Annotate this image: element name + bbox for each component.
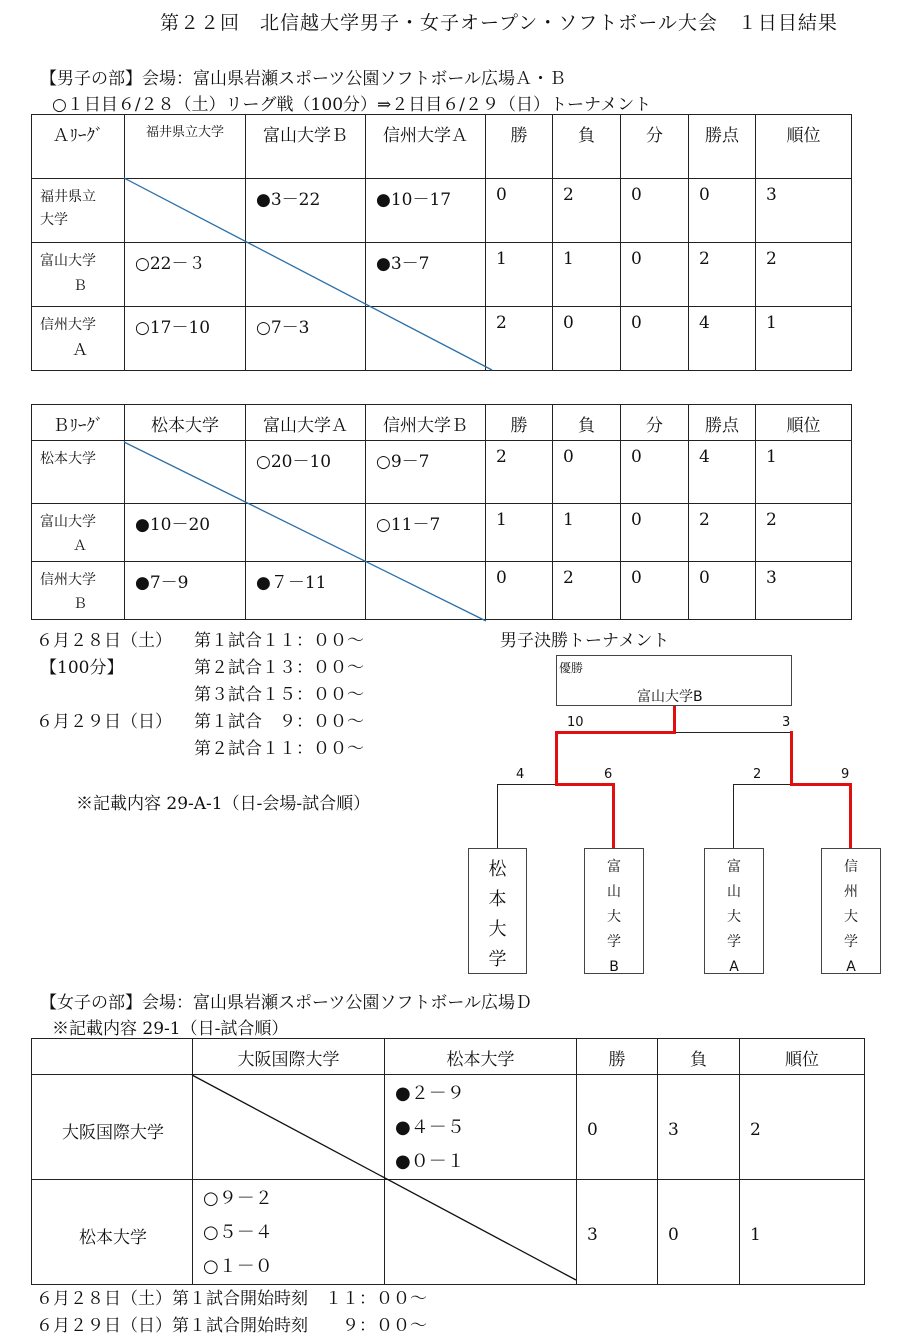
bracket-team-2: 富 山 大 学 B [584,848,644,974]
league-a-label: Ａﾘｰｸﾞ [32,115,125,179]
champion-label: 優勝 [559,661,584,675]
wins-value: 1 [486,504,553,562]
day1-game1-time: 第１試合１１：００～ [194,631,364,651]
bracket-title: 男子決勝トーナメント [500,631,670,651]
league-a-col-wins: 勝 [486,115,553,179]
rank-value: 3 [756,179,852,243]
match-result: ○22－３ [125,243,246,307]
bracket-team-3: 富 山 大 学 A [704,848,764,974]
match-result: ●７－11 [246,562,366,620]
points-value: 4 [689,441,756,504]
rank-value: 1 [756,441,852,504]
losses-value: 1 [553,504,621,562]
wins-value: 0 [486,179,553,243]
match-result: ●3－7 [366,243,486,307]
league-a-col-team-3: 信州大学Ａ [366,115,486,179]
draws-value: 0 [621,562,689,620]
rank-value: 1 [740,1180,865,1285]
league-b-col-losses: 負 [553,405,621,441]
bracket-team-4: 信 州 大 学 A [821,848,881,974]
match-result: ●２－９ [395,1083,465,1104]
day1-game3-time: 第３試合１５：００～ [194,685,364,705]
match-result: ○20－10 [246,441,366,504]
league-b-col-draws: 分 [621,405,689,441]
women-day2-time: ６月２９日（日）第１試合開始時刻 ９：００～ [36,1316,427,1336]
men-venue: 【男子の部】会場：富山県岩瀬スポーツ公園ソフトボール広場Ａ・Ｂ [40,69,566,89]
league-b-col-team-2: 富山大学Ａ [246,405,366,441]
team-name: 福井県立 [40,189,96,205]
wins-value: 2 [486,441,553,504]
wins-value: 3 [577,1180,658,1285]
team-name: 富山大学 [40,514,96,530]
league-a-col-points: 勝点 [689,115,756,179]
match-result: ○9－7 [366,441,486,504]
wins-value: 0 [486,562,553,620]
league-a-col-draws: 分 [621,115,689,179]
semi-score: 4 [516,767,525,782]
losses-value: 0 [553,307,621,371]
women-note: ※記載内容 29-1（日-試合順） [52,1019,289,1039]
losses-value: 3 [658,1075,740,1180]
match-result: ●０－１ [395,1151,465,1172]
rank-value: 2 [756,243,852,307]
final-score-right: 3 [782,715,791,730]
final-score-left: 10 [567,715,584,730]
wins-value: 1 [486,243,553,307]
match-result: ○１－０ [203,1256,273,1277]
bracket-team-1: 松 本 大 学 [468,848,527,974]
league-b-col-wins: 勝 [486,405,553,441]
draws-value: 0 [621,504,689,562]
match-result: ○11－7 [366,504,486,562]
semi-score: 9 [841,767,850,782]
semi-score: 6 [604,767,613,782]
women-col-wins: 勝 [577,1039,658,1075]
league-b-col-points: 勝点 [689,405,756,441]
losses-value: 0 [658,1180,740,1285]
page-title: 第２２回 北信越大学男子・女子オープン・ソフトボール大会 １日目結果 [160,12,838,34]
match-result: ○５－４ [203,1222,273,1243]
draws-value: 0 [621,441,689,504]
team-name-cont: Ｂ [73,596,87,612]
points-value: 0 [689,562,756,620]
match-result: ●10－20 [125,504,246,562]
league-a-col-team-2: 富山大学Ｂ [246,115,366,179]
day2-game1-time: 第１試合 ９：００～ [194,712,364,732]
league-b-col-team-3: 信州大学Ｂ [366,405,486,441]
team-name: 大阪国際大学 [32,1075,193,1180]
team-name: 松本大学 [40,451,96,467]
draws-value: 0 [621,179,689,243]
men-schedule-line: ○１日目６/２８（土）リーグ戦（100分）⇒２日目６/２９（日）トーナメント [52,95,652,115]
rank-value: 1 [756,307,852,371]
day1-label: ６月２８日（土） [36,631,172,651]
team-name-cont: Ａ [71,340,88,359]
match-result: ○7－3 [246,307,366,371]
team-name: 富山大学 [40,253,96,269]
league-b-col-team-1: 松本大学 [125,405,246,441]
women-col-team-2: 松本大学 [385,1039,577,1075]
team-name-cont: Ａ [73,538,87,554]
losses-value: 2 [553,179,621,243]
rank-value: 2 [740,1075,865,1180]
team-name: 松本大学 [32,1180,193,1285]
women-venue: 【女子の部】会場：富山県岩瀬スポーツ公園ソフトボール広場Ｄ [40,993,532,1013]
team-name: 信州大学 [40,317,96,333]
losses-value: 1 [553,243,621,307]
draws-value: 0 [621,243,689,307]
points-value: 2 [689,243,756,307]
wins-value: 2 [486,307,553,371]
duration-label: 【100分】 [40,658,124,678]
champion-name: 富山大学B [637,689,703,705]
match-result: ●10－17 [366,179,486,243]
team-name-cont: 大学 [40,212,68,228]
match-result: ●3－22 [246,179,366,243]
women-col-team-1: 大阪国際大学 [193,1039,385,1075]
league-b-label: Ｂﾘｰｸﾞ [32,405,125,441]
match-result: ○17－10 [125,307,246,371]
day2-label: ６月２９日（日） [36,712,172,732]
losses-value: 2 [553,562,621,620]
day2-game2-time: 第２試合１１：００～ [194,739,364,759]
women-col-losses: 負 [658,1039,740,1075]
team-name: 信州大学 [40,572,96,588]
league-a-col-rank: 順位 [756,115,852,179]
women-col-rank: 順位 [740,1039,865,1075]
losses-value: 0 [553,441,621,504]
rank-value: 3 [756,562,852,620]
points-value: 4 [689,307,756,371]
match-result: ○９－２ [203,1188,273,1209]
league-b-col-rank: 順位 [756,405,852,441]
team-name-cont: Ｂ [73,278,87,294]
rank-value: 2 [756,504,852,562]
code-note: ※記載内容 29-A-1（日-会場-試合順） [76,794,371,814]
league-a-col-team-1: 福井県立大学 [125,115,246,179]
points-value: 0 [689,179,756,243]
women-day1-time: ６月２８日（土）第１試合開始時刻 １１：００～ [36,1289,427,1309]
semi-score: 2 [753,767,762,782]
match-result: ●４－５ [395,1117,465,1138]
day1-game2-time: 第２試合１３：００～ [194,658,364,678]
wins-value: 0 [577,1075,658,1180]
match-result: ●7－9 [125,562,246,620]
league-a-col-losses: 負 [553,115,621,179]
points-value: 2 [689,504,756,562]
draws-value: 0 [621,307,689,371]
